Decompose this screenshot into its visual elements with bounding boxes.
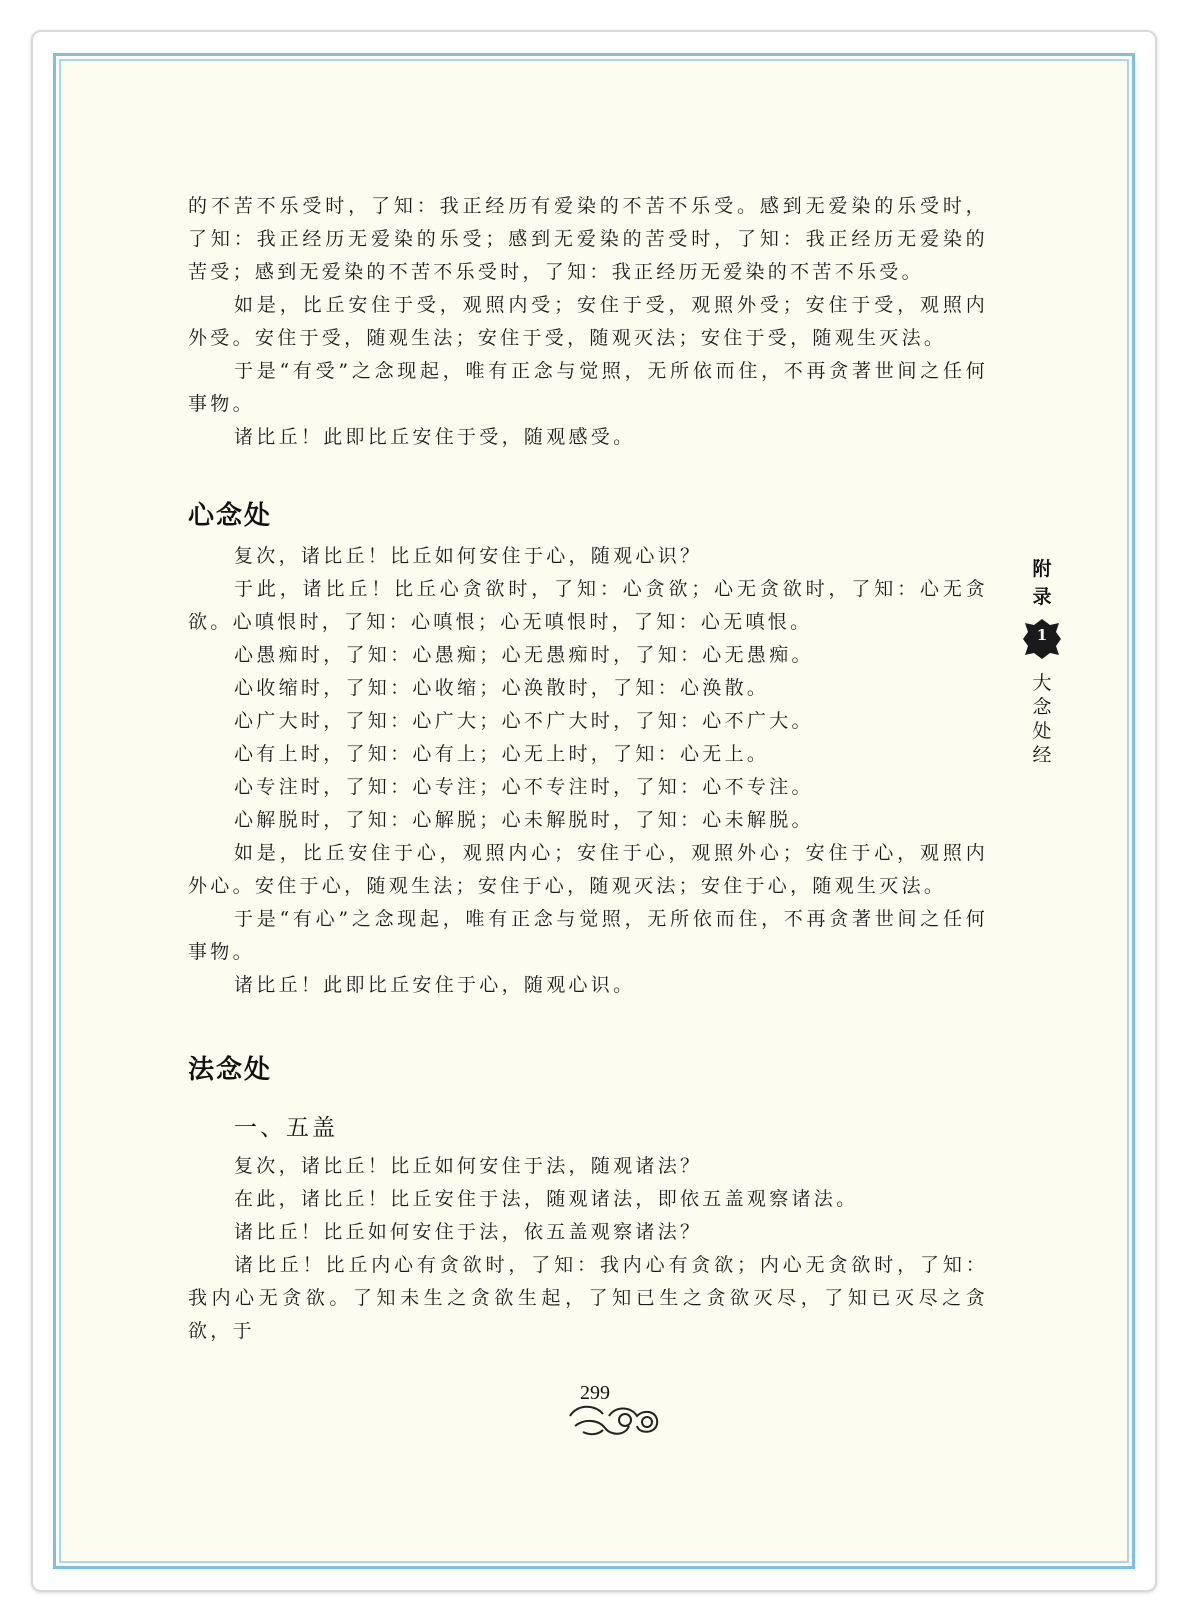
side-section-label: [1022, 555, 1062, 611]
page-number: 299: [580, 1382, 610, 1404]
mind-paragraph-8: 心解脱时，了知：心解脱；心未解脱时，了知：心未解脱。: [234, 809, 814, 831]
mind-paragraph-1: 复次，诸比丘！比丘如何安住于心，随观心识？: [234, 545, 703, 567]
mind-paragraph-4: 心收缩时，了知：心收缩；心涣散时，了知：心涣散。: [234, 677, 770, 699]
body-text: [188, 190, 988, 1348]
side-number-badge: [1022, 617, 1062, 661]
dharma-paragraph-3: 诸比丘！比丘如何安住于法，依五盖观察诸法？: [234, 1221, 703, 1243]
side-book-char: 经: [1032, 744, 1052, 766]
intro-paragraph-1: 的不苦不乐受时，了知：我正经历有爱染的不苦不乐受。感到无爱染的乐受时，了知：我正经历无爱染的乐受；感到无爱染的苦受时，了知：我正经历无爱染的苦受；感到无爱染的不苦不乐受时，了知：我正经历无爱染的不苦不乐受。: [188, 195, 988, 283]
cloud-ornament-icon: [565, 1396, 665, 1438]
mind-paragraph-6: 心有上时，了知：心有上；心无上时，了知：心无上。: [234, 743, 770, 765]
side-book-char: 大: [1032, 672, 1052, 694]
section-title-mind: 心念处: [188, 501, 273, 531]
intro-paragraph-4: 诸比丘！此即比丘安住于受，随观感受。: [234, 426, 636, 448]
side-section-number: 1: [1036, 626, 1048, 644]
mind-paragraph-5: 心广大时，了知：心广大；心不广大时，了知：心不广大。: [234, 710, 814, 732]
mind-paragraph-9: 如是，比丘安住于心，观照内心；安住于心，观照外心；安住于心，观照内外心。安住于心，随观生法；安住于心，随观灭法；安住于心，随观生灭法。: [188, 842, 988, 897]
mind-paragraph-2: 于此，诸比丘！比丘心贪欲时，了知：心贪欲；心无贪欲时，了知：心无贪欲。心嗔恨时，了知：心嗔恨；心无嗔恨时，了知：心无嗔恨。: [188, 578, 988, 633]
side-book-char: 念: [1032, 696, 1052, 718]
section-title-dharma: 法念处: [188, 1055, 273, 1085]
side-tab: [1022, 555, 1062, 767]
side-section-char: 附: [1032, 558, 1052, 580]
mind-paragraph-11: 诸比丘！此即比丘安住于心，随观心识。: [234, 974, 636, 996]
side-book-title: [1022, 671, 1062, 767]
dharma-paragraph-1: 复次，诸比丘！比丘如何安住于法，随观诸法？: [234, 1155, 703, 1177]
intro-paragraph-2: 如是，比丘安住于受，观照内受；安住于受，观照外受；安住于受，观照内外受。安住于受，随观生法；安住于受，随观灭法；安住于受，随观生灭法。: [188, 294, 988, 349]
intro-paragraph-3: 于是“有受”之念现起，唯有正念与觉照，无所依而住，不再贪著世间之任何事物。: [188, 360, 988, 415]
mind-paragraph-10: 于是“有心”之念现起，唯有正念与觉照，无所依而住，不再贪著世间之任何事物。: [188, 908, 988, 963]
dharma-paragraph-4: 诸比丘！比丘内心有贪欲时，了知：我内心有贪欲；内心无贪欲时，了知：我内心无贪欲。了知未生之贪欲生起，了知已生之贪欲灭尽，了知已灭尽之贪欲，于: [188, 1254, 988, 1342]
side-section-char: 录: [1032, 586, 1052, 608]
subsection-title-five-hindrances: 一、五盖: [234, 1115, 338, 1141]
side-book-char: 处: [1032, 720, 1052, 742]
dharma-paragraph-2: 在此，诸比丘！比丘安住于法，随观诸法，即依五盖观察诸法。: [234, 1188, 859, 1210]
mind-paragraph-7: 心专注时，了知：心专注；心不专注时，了知：心不专注。: [234, 776, 814, 798]
mind-paragraph-3: 心愚痴时，了知：心愚痴；心无愚痴时，了知：心无愚痴。: [234, 644, 814, 666]
